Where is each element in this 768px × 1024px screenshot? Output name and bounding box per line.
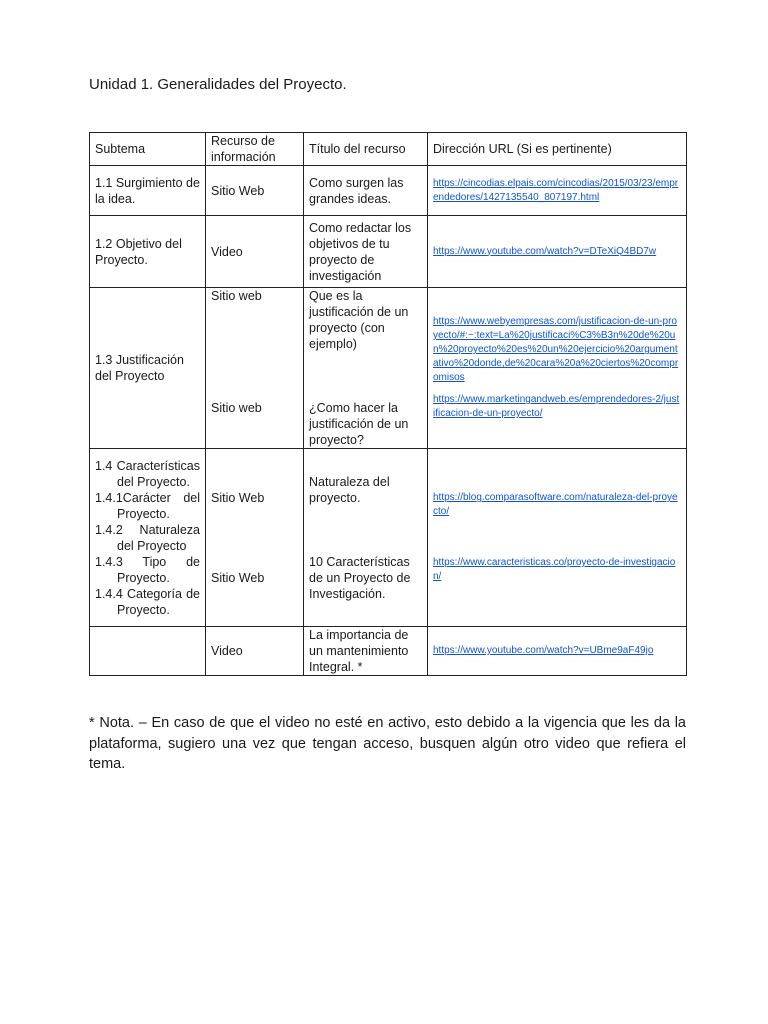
resource-link[interactable]: https://cincodias.elpais.com/cincodias/2015/03/23/emprendedores/1427135540_807197.html	[433, 177, 679, 203]
cell-recurso: Sitio Web	[206, 166, 304, 216]
table-row	[90, 627, 687, 676]
subtema-item: 1.4.4 Categoría de Proyecto.	[95, 586, 200, 617]
cell-recurso: Video	[206, 627, 304, 676]
cell-url	[428, 166, 687, 216]
titulo-b: 10 Características de un Proyecto de Investigación.	[309, 554, 411, 601]
cell-subtema	[90, 449, 206, 627]
cell-titulo	[304, 288, 428, 449]
resource-link[interactable]: https://blog.comparasoftware.com/naturaleza-del-proyecto/	[433, 492, 678, 517]
titulo-a: Que es la justificación de un proyecto (con ejemplo)	[309, 289, 409, 351]
table-row	[90, 449, 687, 627]
table-row	[90, 166, 687, 216]
titulo-a: Naturaleza del proyecto.	[309, 474, 390, 505]
resource-link[interactable]: https://www.caracteristicas.co/proyecto-de-investigacion/	[433, 557, 676, 582]
table-row	[90, 288, 687, 449]
header-recurso: Recurso de información	[206, 133, 304, 166]
document-title: Unidad 1. Generalidades del Proyecto.	[89, 76, 347, 93]
subtema-item: 1.4.2 Naturaleza del Proyecto	[95, 522, 200, 553]
cell-titulo: Como surgen las grandes ideas.	[304, 166, 428, 216]
cell-url	[428, 288, 687, 449]
cell-recurso: Video	[206, 216, 304, 288]
header-titulo: Título del recurso	[304, 133, 428, 166]
subtema-item: 1.4.1Carácter del Proyecto.	[95, 490, 200, 521]
cell-url	[428, 216, 687, 288]
titulo-b: ¿Como hacer la justificación de un proyecto?	[309, 401, 409, 447]
recurso-a: Sitio web	[211, 289, 262, 303]
cell-titulo: La importancia de un mantenimiento Integral. *	[304, 627, 428, 676]
subtema-item: 1.4 Características del Proyecto.	[95, 458, 200, 489]
cell-url	[428, 449, 687, 627]
resource-link[interactable]: https://www.youtube.com/watch?v=UBme9aF49jo	[433, 645, 654, 656]
recurso-a: Sitio Web	[211, 490, 265, 505]
subtema-item: 1.4.3 Tipo de Proyecto.	[95, 554, 200, 585]
footnote: * Nota. – En caso de que el video no esté en activo, esto debido a la vigencia que les da la plataforma, sugiero una vez que tengan acceso, busquen algún otro video que refiera el tema.	[89, 715, 686, 772]
resources-table	[89, 132, 687, 676]
cell-titulo	[304, 449, 428, 627]
cell-recurso	[206, 288, 304, 449]
resource-link[interactable]: https://www.youtube.com/watch?v=DTeXiQ4BD7w	[433, 245, 657, 257]
cell-titulo: Como redactar los objetivos de tu proyecto de investigación	[304, 216, 428, 288]
resource-link[interactable]: https://www.webyempresas.com/justificacion-de-un-proyecto/#:~:text=La%20justificaci%C3%B3n%20de%20un%20proyecto%20es%20un%20ejercicio%20argumentativo%20donde,de%20cara%20a%20ciertos%20compromisos	[433, 316, 679, 383]
recurso-b: Sitio web	[211, 401, 262, 415]
cell-subtema: 1.2 Objetivo del Proyecto.	[90, 216, 206, 288]
cell-subtema: 1.1 Surgimiento de la idea.	[90, 166, 206, 216]
table-row	[90, 216, 687, 288]
cell-recurso	[206, 449, 304, 627]
resource-link[interactable]: https://www.marketingandweb.es/emprendedores-2/justificacion-de-un-proyecto/	[433, 394, 680, 419]
cell-url	[428, 627, 687, 676]
cell-subtema: 1.3 Justificación del Proyecto	[90, 288, 206, 449]
recurso-b: Sitio Web	[211, 570, 265, 585]
header-url: Dirección URL (Si es pertinente)	[428, 133, 687, 166]
cell-subtema	[90, 627, 206, 676]
header-subtema: Subtema	[90, 133, 206, 166]
table-header-row	[90, 133, 687, 166]
